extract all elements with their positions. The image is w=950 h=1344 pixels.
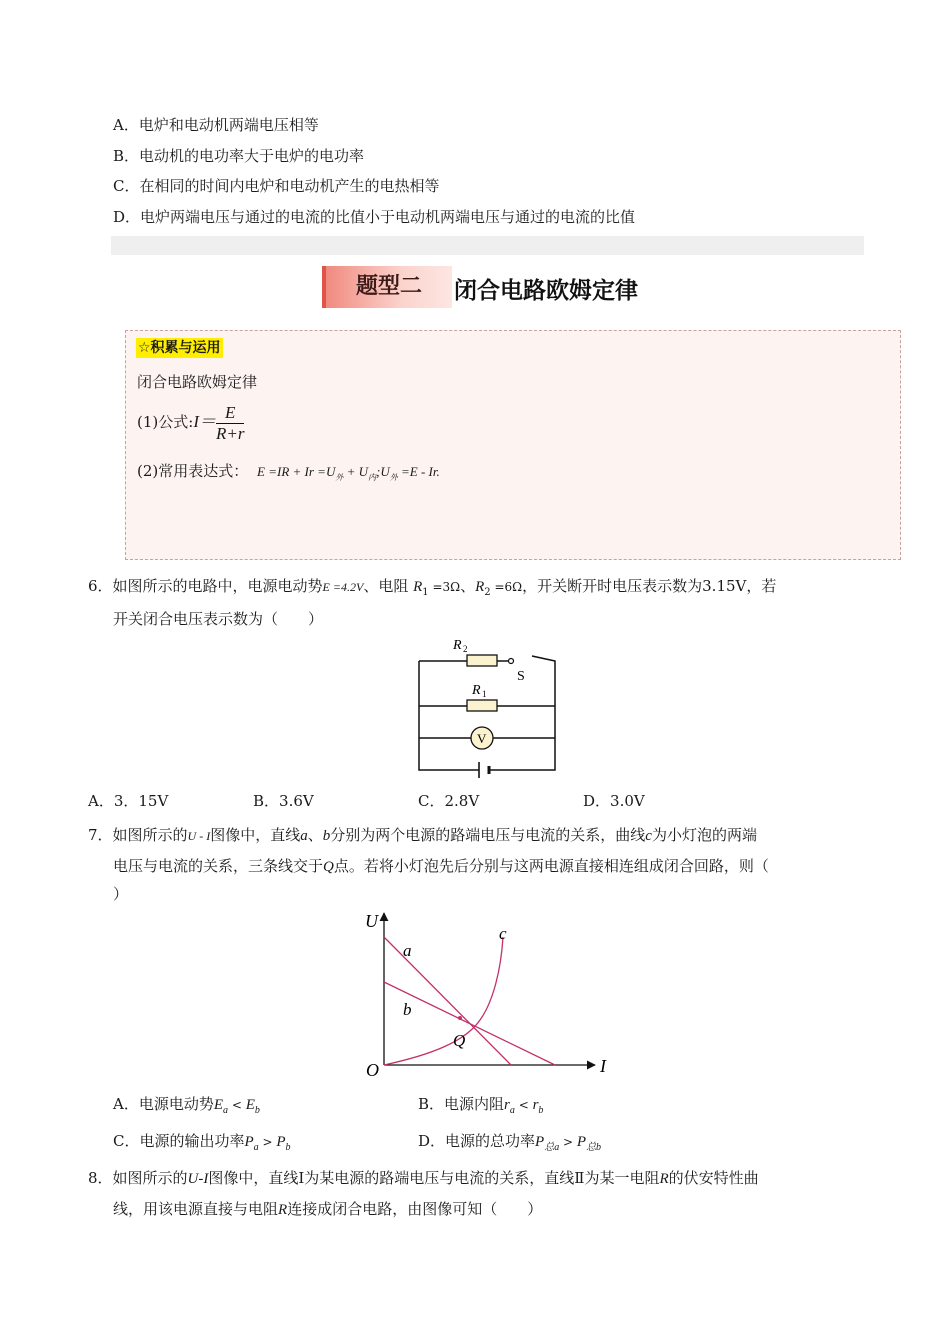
knowledge-heading: 闭合电路欧姆定律	[137, 373, 258, 391]
line-b-label: b	[403, 1000, 412, 1019]
q8-line-2: 线，用该电源直接与电阻R连接成闭合电路，由图像可知（ ）	[113, 1200, 543, 1218]
formula-1-fraction	[216, 403, 244, 444]
q7-option-b: B．电源内阻$r_a < r_b$	[418, 1095, 544, 1116]
formula-1-numerator: E	[216, 403, 244, 424]
q7-option-a: A．电源电动势$E_a < E_b$	[113, 1095, 260, 1116]
q7-option-d: D．电源的总功率$P_{总a} > P_{总b}$	[418, 1132, 602, 1153]
formula-2	[137, 461, 440, 488]
formula-2-expression: $E =IR + Ir =U_外$ + $U_内;U_外 =E - Ir$.	[257, 464, 440, 482]
knowledge-tag: ☆积累与运用	[138, 340, 221, 356]
label-voltmeter: V	[477, 731, 487, 746]
label-r1-sub: 1	[482, 689, 487, 699]
q8-line-1: 8．如图所示的U-I图像中，直线Ⅰ为某电源的路端电压与电流的关系，直线Ⅱ为某一电阻R的伏安特性曲	[88, 1169, 759, 1187]
section-title: 闭合电路欧姆定律	[454, 278, 638, 304]
origin-label: O	[366, 1060, 379, 1080]
resistor-r2	[467, 655, 497, 666]
label-r2: R	[453, 638, 462, 653]
q7-line-1: 7．如图所示的U - I图像中，直线a、b分别为两个电源的路端电压与电流的关系，曲线c为小灯泡的两端	[88, 826, 757, 844]
q6-line-1: 6．如图所示的电路中，电源电动势E =4.2V、电阻 $R_1 =3\Omega$、$R_2 =6\Omega$，开关断开时电压表示数为3.15V，若	[88, 577, 777, 598]
y-axis-label: U	[365, 911, 378, 931]
q6-option-b: B．3.6V	[253, 792, 314, 810]
point-q-label: Q	[453, 1031, 466, 1050]
q6-line-2: 开关闭合电压表示数为（ ）	[113, 610, 324, 628]
x-axis-label: I	[600, 1056, 606, 1076]
formula-1-denominator: R+r	[215, 423, 245, 443]
label-r1: R	[472, 683, 481, 698]
q5-option-a: A．电炉和电动机两端电压相等	[113, 116, 319, 134]
q5-option-c: C．在相同的时间内电炉和电动机产生的电热相等	[113, 177, 440, 195]
knowledge-box	[125, 330, 901, 560]
section-label: 题型二	[322, 266, 452, 308]
formula-1-lhs: I＝	[193, 412, 216, 431]
line-a-label: a	[403, 941, 412, 960]
q6-option-c: C．2.8V	[418, 792, 480, 810]
formula-1	[137, 400, 244, 444]
curve-c	[384, 937, 503, 1065]
q7-option-c: C．电源的输出功率$P_a > P_b$	[113, 1132, 291, 1153]
q6-option-d: D．3.0V	[583, 792, 645, 810]
q7-line-2: 电压与电流的关系，三条线交于Q点。若将小灯泡先后分别与这两电源直接相连组成闭合回路，则（	[113, 857, 769, 875]
resistor-r1	[467, 700, 497, 711]
line-b	[384, 982, 555, 1065]
q7-line-3: ）	[113, 885, 129, 903]
ui-graph	[355, 905, 620, 1080]
label-switch: S	[517, 669, 525, 684]
curve-c-label: c	[499, 924, 507, 943]
label-r2-sub: 2	[463, 644, 468, 654]
point-q	[458, 1016, 462, 1020]
q5-option-d: D．电炉两端电压与通过的电流的比值小于电动机两端电压与通过的电流的比值	[113, 208, 636, 226]
wire-left	[419, 661, 479, 770]
q6-option-a: A．3．15V	[88, 792, 169, 810]
formula-1-prefix: (1)公式:	[137, 413, 194, 431]
q5-option-b: B．电动机的电功率大于电炉的电功率	[113, 147, 365, 165]
circuit-diagram	[405, 630, 565, 780]
switch-contact	[509, 659, 514, 664]
divider-bar	[111, 236, 864, 255]
formula-2-prefix: (2)常用表达式：	[137, 462, 249, 480]
